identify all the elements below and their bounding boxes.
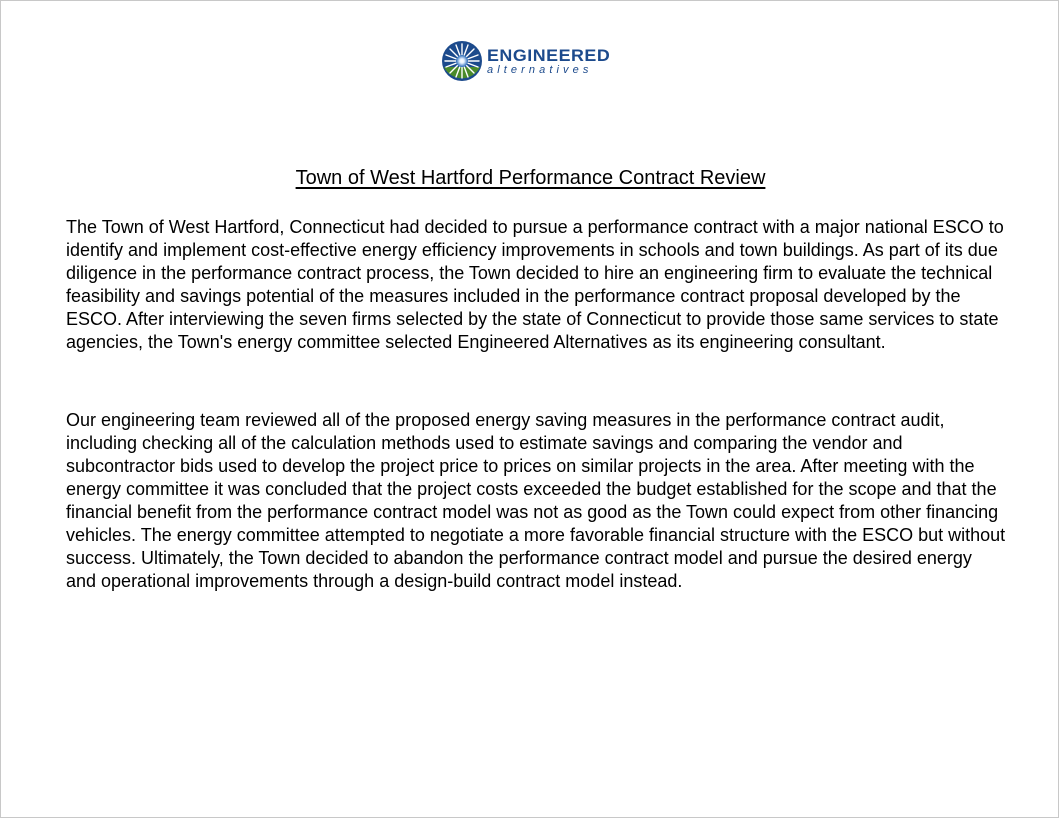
document-title: Town of West Hartford Performance Contract Review [295, 167, 766, 189]
logo-wordmark [487, 45, 611, 76]
paragraph-review: Our engineering team reviewed all of the proposed energy saving measures in the performance contract audit, including checking all of the calculation methods used to estimate savings and comparing the vendor and subcontractor bids used to develop the project price to prices on similar projects in the area. After meeting with the energy committee it was concluded that the project costs exceeded the budget established for the scope and that the financial benefit from the performance contract model was not as good as the Town could expect from other financing vehicles. The energy committee attempted to negotiate a more favorable financial structure with the ESCO but without success. Ultimately, the Town decided to abandon the performance contract model and pursue the desired energy and operational improvements through a design-build contract model instead. [66, 410, 1006, 591]
logo-line-alternatives: alternatives [487, 63, 593, 76]
logo-line-engineered: ENGINEERED [487, 45, 611, 65]
company-logo [441, 39, 611, 83]
starburst-logo-icon [441, 40, 483, 82]
paragraph-intro: The Town of West Hartford, Connecticut had decided to pursue a performance contract with a major national ESCO to identify and implement cost-effective energy efficiency improvements in schools and town buildings. As part of its due diligence in the performance contract process, the Town decided to hire an engineering firm to evaluate the technical feasibility and savings potential of the measures included in the performance contract proposal developed by the ESCO. After interviewing the seven firms selected by the state of Connecticut to provide those same services to state agencies, the Town's energy committee selected Engineered Alternatives as its engineering consultant. [66, 217, 1004, 352]
